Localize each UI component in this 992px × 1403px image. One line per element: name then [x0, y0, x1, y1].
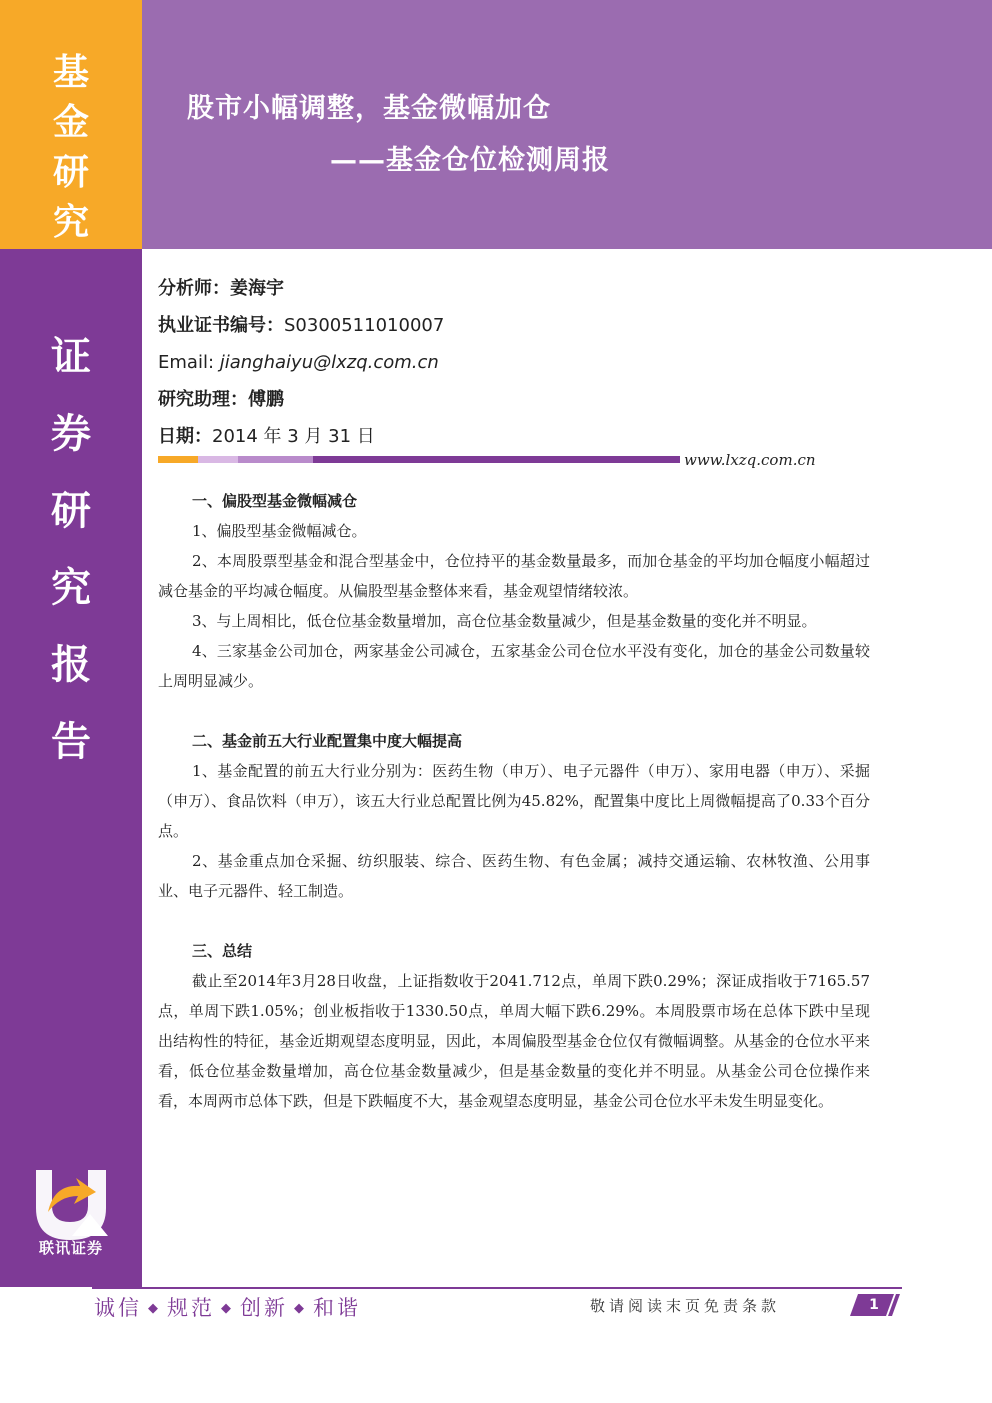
- company-logo-text: 联讯证券: [38, 1239, 103, 1257]
- divider-light: [198, 456, 238, 463]
- assistant-row: [158, 381, 444, 418]
- motto-separator: ◆: [148, 1301, 161, 1316]
- sidebar-top-block: [0, 0, 142, 249]
- paragraph: 3、与上周相比，低仓位基金数量增加，高仓位基金数量减少，但是基金数量的变化并不明显。: [192, 612, 817, 630]
- footer-rule: [92, 1287, 902, 1289]
- fund-research-label: 基 金 研 究: [52, 52, 89, 243]
- email-label: Email:: [158, 352, 220, 373]
- report-type-label: 证 券 研 究 报 告: [51, 334, 91, 765]
- paragraph: 1、基金配置的前五大行业分别为：医药生物（申万）、电子元器件（申万）、家用电器（申万）、采掘（申万）、食品饮料（申万），该五大行业总配置比例为45.82%，配置集中度比上周微幅提高了0.33个百分点。: [158, 762, 870, 840]
- section-heading: 二、基金前五大行业配置集中度大幅提高: [192, 732, 463, 750]
- cert-row: [158, 307, 444, 344]
- email-row: [158, 344, 444, 381]
- motto-item: 诚信: [94, 1296, 142, 1320]
- motto-item: 规范: [167, 1296, 215, 1320]
- paragraph: 2、基金重点加仓采掘、纺织服装、综合、医药生物、有色金属；减持交通运输、农林牧渔、公用事业、电子元器件、轻工制造。: [158, 852, 870, 900]
- motto-separator: ◆: [221, 1301, 234, 1316]
- website-link[interactable]: www.lxzq.com.cn: [684, 451, 816, 469]
- company-motto: [94, 1292, 361, 1322]
- sidebar-main-block: [0, 249, 142, 1287]
- divider-orange: [158, 456, 198, 463]
- motto-separator: ◆: [294, 1301, 307, 1316]
- assistant-name: 傅鹏: [248, 389, 284, 410]
- email-link[interactable]: jianghaiyu@lxzq.com.cn: [219, 352, 439, 373]
- report-title: 股市小幅调整，基金微幅加仓: [187, 93, 551, 124]
- analyst-info: [158, 270, 444, 455]
- page-number: 1: [869, 1297, 879, 1313]
- paragraph: 截止至2014年3月28日收盘，上证指数收于2041.712点，单周下跌0.29%；深证成指收于7165.57点，单周下跌1.05%；创业板指收于1330.50点，单周大幅下跌6.29%。本周股票市场在总体下跌中呈现出结构性的特征，基金近期观望态度明显，因此，本周偏股型基金仓位仅有微幅调整。从基金的仓位水平来看，低仓位基金数量增加，高仓位基金数量减少，但是基金数量的变化并不明显。从基金公司仓位操作来看，本周两市总体下跌，但是下跌幅度不大，基金观望态度明显，基金公司仓位水平未发生明显变化。: [158, 972, 870, 1110]
- section-heading: 三、总结: [192, 942, 253, 960]
- cert-label: 执业证书编号：: [158, 315, 284, 336]
- report-subtitle: ——基金仓位检测周报: [330, 145, 610, 176]
- date-label: 日期：: [158, 426, 212, 447]
- paragraph: 2、本周股票型基金和混合型基金中，仓位持平的基金数量最多，而加仓基金的平均加仓幅度小幅超过减仓基金的平均减仓幅度。从偏股型基金整体来看，基金观望情绪较浓。: [158, 552, 870, 600]
- assistant-label: 研究助理：: [158, 389, 248, 410]
- report-body: [158, 486, 870, 1116]
- info-divider: [158, 456, 680, 463]
- disclaimer-note: 敬请阅读末页免责条款: [590, 1297, 781, 1315]
- paragraph: 4、三家基金公司加仓，两家基金公司减仓，五家基金公司仓位水平没有变化，加仓的基金公司数量较上周明显减少。: [158, 642, 870, 690]
- section-heading: 一、偏股型基金微幅减仓: [192, 492, 358, 510]
- analyst-label: 分析师：: [158, 278, 230, 299]
- date-row: [158, 418, 444, 455]
- divider-mid: [238, 456, 313, 463]
- analyst-name: 姜海宇: [230, 278, 284, 299]
- paragraph: 1、偏股型基金微幅减仓。: [192, 522, 367, 540]
- motto-item: 创新: [240, 1296, 288, 1320]
- divider-purple: [313, 456, 680, 463]
- motto-item: 和谐: [313, 1296, 361, 1320]
- report-date: 2014 年 3 月 31 日: [212, 426, 375, 447]
- cert-number: S0300511010007: [284, 315, 445, 336]
- analyst-row: [158, 270, 444, 307]
